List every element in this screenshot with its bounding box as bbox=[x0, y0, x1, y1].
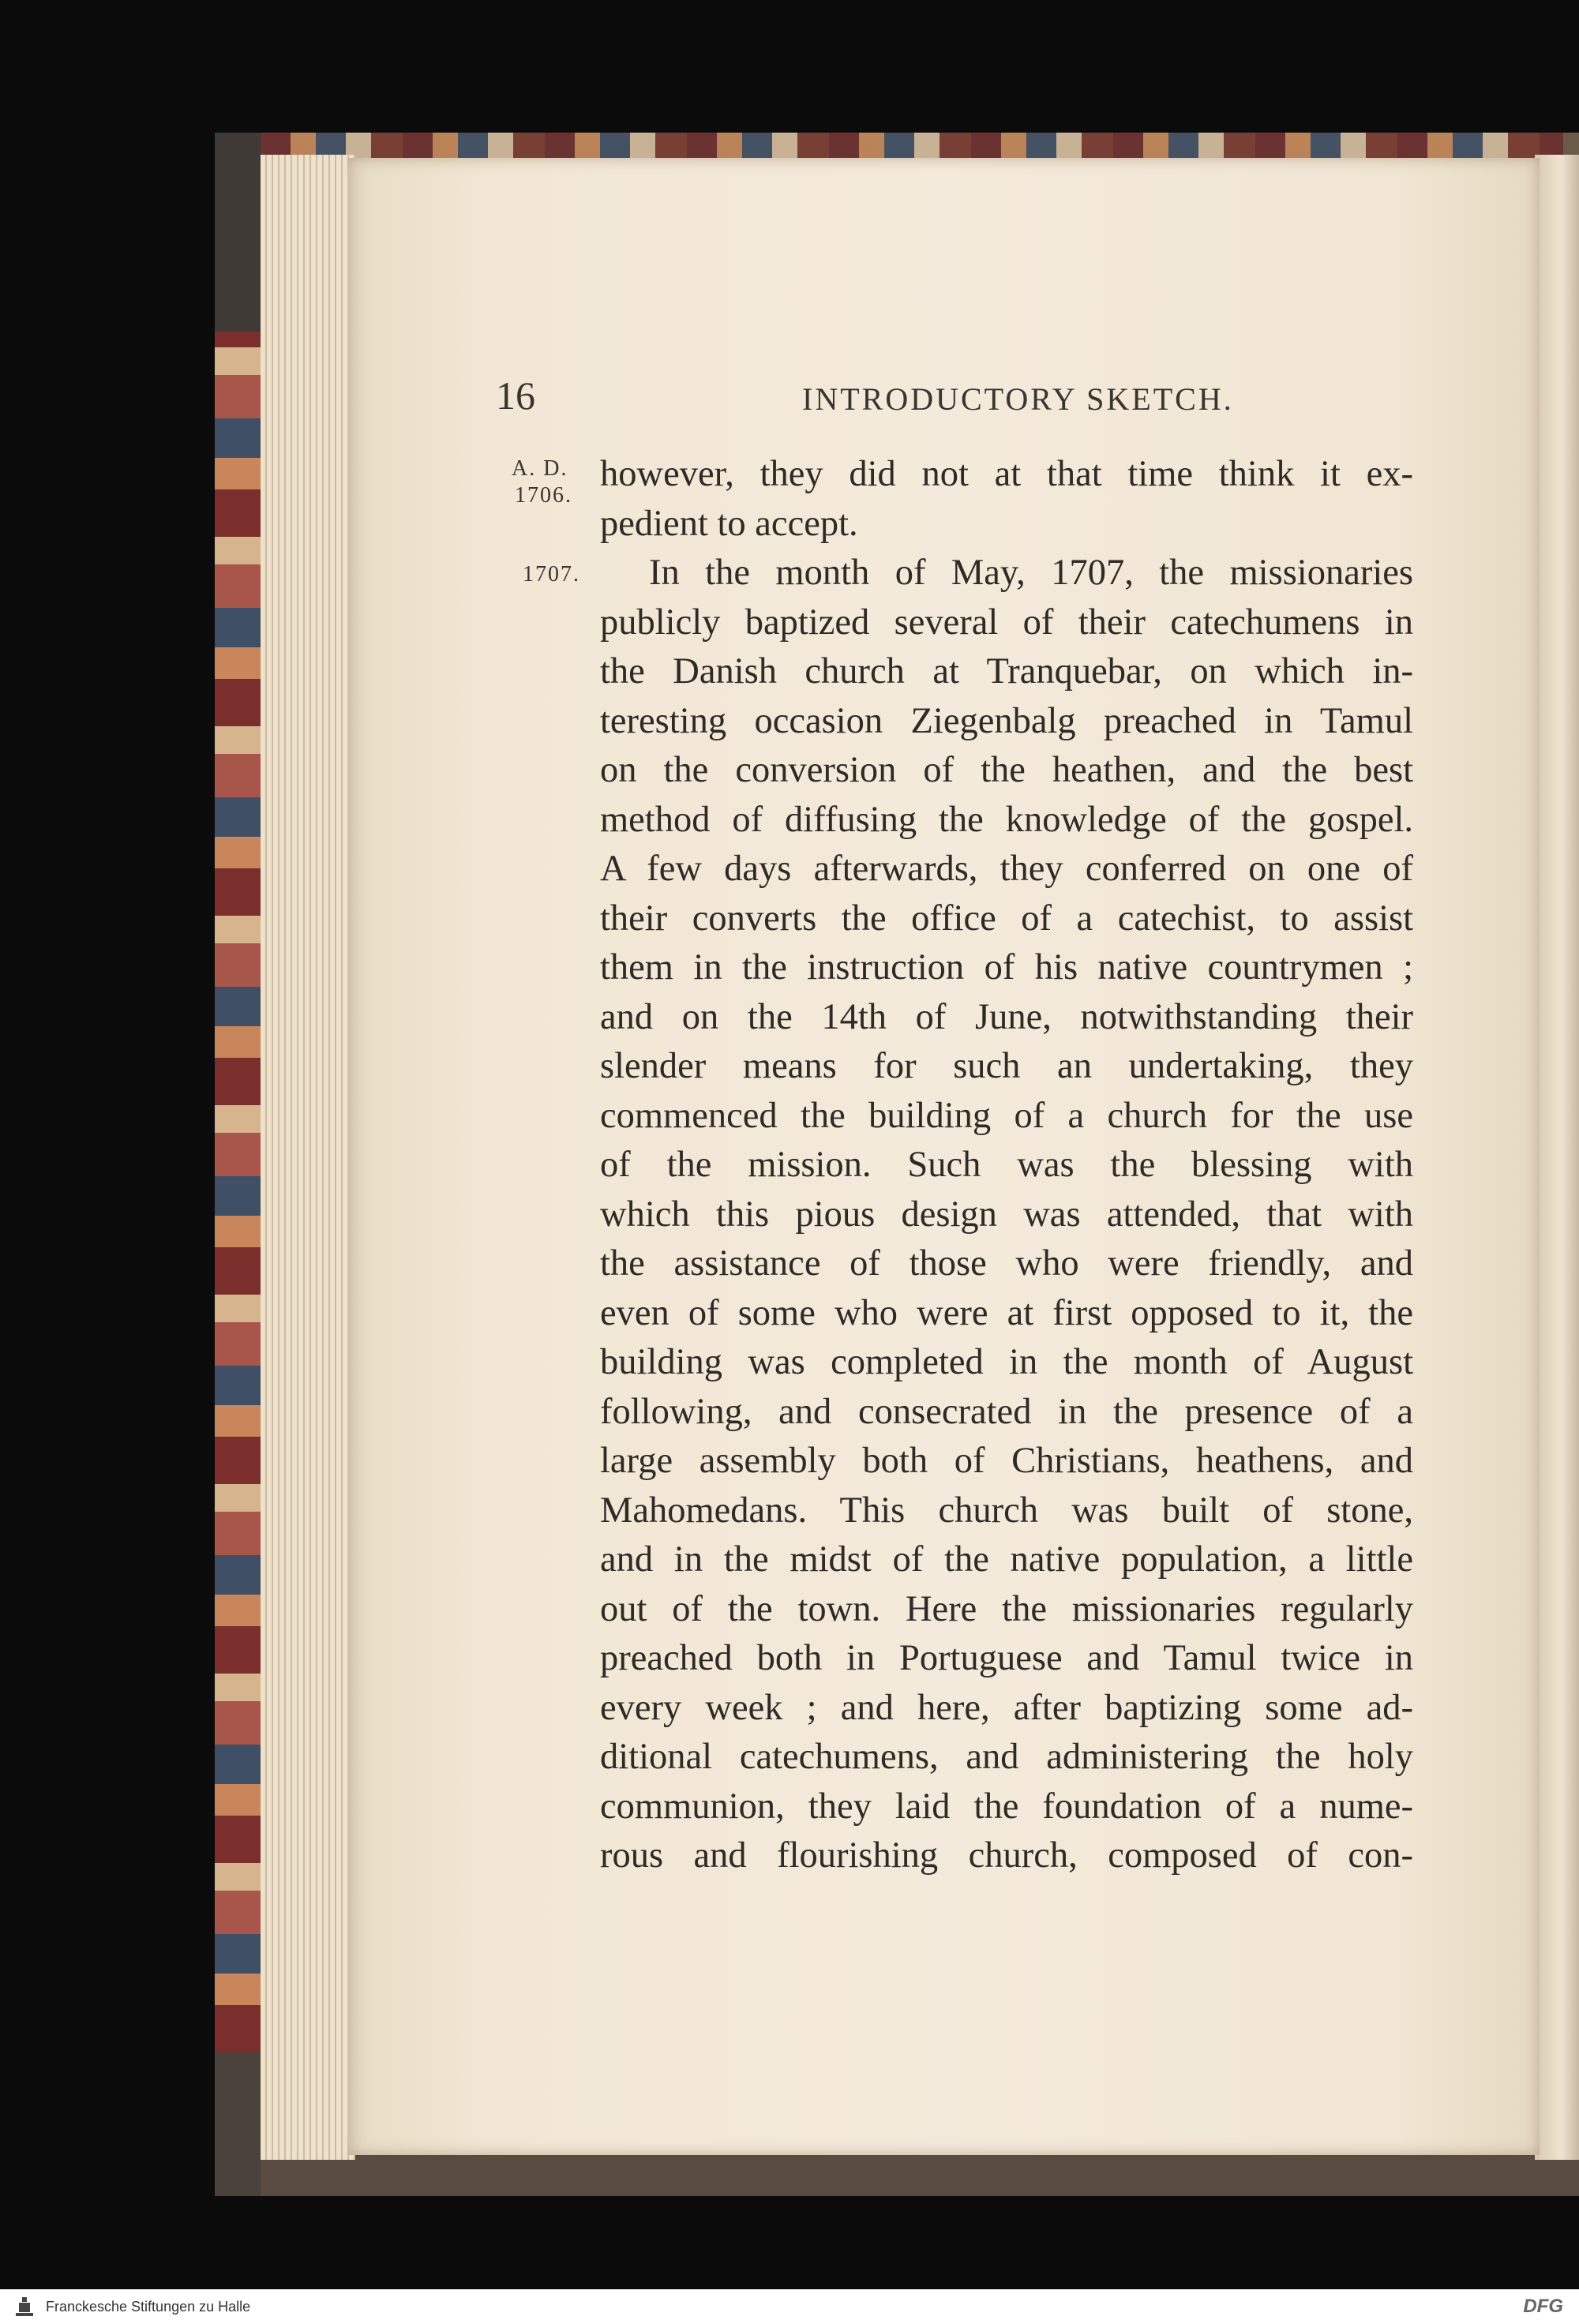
text-line: communion, they laid the foundation of a nume- bbox=[600, 1786, 1413, 1827]
text-line: their converts the office of a catechist, to assist bbox=[600, 898, 1413, 939]
institution-logo-icon bbox=[14, 2296, 35, 2318]
text-line: preached both in Portuguese and Tamul twice in bbox=[600, 1638, 1413, 1678]
text-line: of the mission. Such was the blessing with bbox=[600, 1145, 1413, 1185]
body-text bbox=[600, 450, 1413, 1881]
margin-note-1707: 1707. bbox=[523, 562, 580, 587]
margin-note-1706: 1706. bbox=[515, 483, 572, 508]
text-line: and in the midst of the native population, a little bbox=[600, 1539, 1413, 1580]
text-line: ditional catechumens, and administering the holy bbox=[600, 1737, 1413, 1777]
text-line: slender means for such an undertaking, they bbox=[600, 1046, 1413, 1086]
text-line: and on the 14th of June, notwithstanding their bbox=[600, 996, 1413, 1037]
text-line: on the conversion of the heathen, and the best bbox=[600, 750, 1413, 790]
text-line: teresting occasion Ziegenbalg preached in Tamul bbox=[600, 700, 1413, 741]
text-line: method of diffusing the knowledge of the gospel. bbox=[600, 799, 1413, 840]
text-line: following, and consecrated in the presence of a bbox=[600, 1391, 1413, 1432]
text-line: large assembly both of Christians, heathens, and bbox=[600, 1441, 1413, 1481]
page-edges bbox=[261, 155, 355, 2160]
binding-spine-bottom bbox=[215, 2052, 261, 2196]
text-line: the assistance of those who were friendly, and bbox=[600, 1243, 1413, 1284]
footer-bar bbox=[0, 2289, 1579, 2324]
text-line: however, they did not at that time think it ex- bbox=[600, 454, 1413, 494]
text-line: commenced the building of a church for the use bbox=[600, 1095, 1413, 1136]
text-line: A few days afterwards, they conferred on one of bbox=[600, 849, 1413, 889]
text-line: which this pious design was attended, that with bbox=[600, 1194, 1413, 1235]
text-line: In the month of May, 1707, the missionaries bbox=[649, 553, 1413, 593]
text-line: publicly baptized several of their catechumens in bbox=[600, 602, 1413, 643]
text-line: Mahomedans. This church was built of stone, bbox=[600, 1490, 1413, 1531]
binding-spine-top bbox=[215, 133, 261, 332]
text-line: pedient to accept. bbox=[600, 503, 858, 544]
text-line: even of some who were at first opposed to it, the bbox=[600, 1292, 1413, 1333]
text-line: every week ; and here, after baptizing some ad- bbox=[600, 1687, 1413, 1728]
institution-label: Franckesche Stiftungen zu Halle bbox=[46, 2299, 251, 2315]
marbled-board bbox=[215, 332, 261, 2052]
text-line: the Danish church at Tranquebar, on which in- bbox=[600, 651, 1413, 692]
text-line: building was completed in the month of August bbox=[600, 1342, 1413, 1382]
text-line: them in the instruction of his native countrymen ; bbox=[600, 947, 1413, 988]
dfg-logo: DFG bbox=[1523, 2296, 1563, 2317]
margin-note-ad: A. D. bbox=[512, 456, 568, 481]
next-page-edge bbox=[1535, 155, 1579, 2160]
running-head: INTRODUCTORY SKETCH. bbox=[802, 381, 1234, 417]
text-line: rous and flourishing church, composed of con- bbox=[600, 1835, 1413, 1876]
text-line: out of the town. Here the missionaries regularly bbox=[600, 1588, 1413, 1629]
page-number: 16 bbox=[496, 373, 535, 418]
